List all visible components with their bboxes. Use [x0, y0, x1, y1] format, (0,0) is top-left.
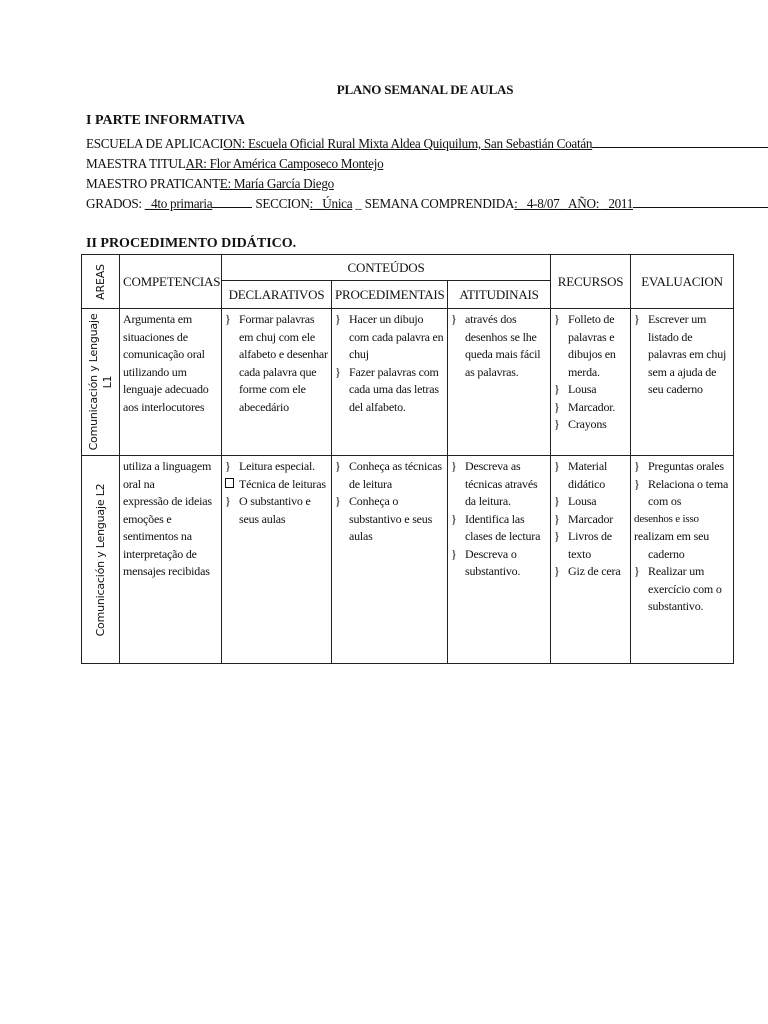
section-procedimento-title: II PROCEDIMENTO DIDÁTICO. [86, 236, 297, 251]
area-label: Comunicación y Lenguaje L1 [86, 313, 114, 451]
list-item: } Preguntas orales [634, 458, 730, 476]
atitudinais-header: ATITUDINAIS [448, 281, 551, 309]
list-item: } Material didático [554, 459, 608, 491]
list-item: } Formar palavras em chuj com ele alfabeto e desenhar cada palavra que forme com ele abecedário [225, 312, 328, 414]
curly-brace-bullet-icon: } [335, 459, 341, 473]
list-item: } Lousa [554, 493, 627, 511]
competencia-cell: Argumenta em situaciones de comunicação oral utilizando um lenguaje adecuado aos interlocutores [120, 309, 222, 456]
grados-line [86, 196, 768, 212]
curly-brace-bullet-icon: } [451, 312, 457, 326]
escuela-rule [592, 147, 768, 148]
list-item: } Leitura especial. [225, 458, 328, 476]
maestro-value: E: María García Diego [219, 176, 334, 191]
escuela-line [86, 136, 768, 152]
maestra-label: MAESTRA TITUL [86, 156, 186, 171]
curly-brace-bullet-icon: } [554, 399, 560, 414]
list-item: } Escrever um listado de palavras em chuj sem a ajuda de seu caderno [634, 312, 727, 396]
maestra-value: AR: Flor América Camposeco Montejo [185, 156, 384, 171]
list-item: } Conheça as técnicas de leitura [335, 459, 442, 491]
curly-brace-bullet-icon: } [634, 312, 640, 326]
list-item: } Identifica las clases de lectura [451, 511, 541, 543]
semana-rule [633, 207, 768, 208]
list-item: } Marcador. [554, 399, 627, 417]
curly-brace-bullet-icon: } [335, 494, 341, 508]
curly-brace-bullet-icon: } [554, 529, 560, 543]
grados-value: _4to primaria [144, 196, 213, 211]
declarativos-header: DECLARATIVOS [222, 281, 332, 309]
list-item: } O substantivo e seus aulas [225, 494, 311, 526]
declarativos-cell [222, 309, 332, 456]
competencias-header: COMPETENCIAS [120, 255, 222, 309]
list-item: } Marcador [554, 511, 627, 529]
seccion-label: SECCION [255, 196, 310, 211]
maestra-line [86, 156, 383, 172]
evaluacion-cell [631, 456, 734, 664]
competencia-cell: utiliza a linguagem oral na expressão de ideias emoções e sentimentos na interpretação de mensajes recibidas [120, 456, 222, 664]
areas-header [82, 255, 120, 309]
list-item: } através dos desenhos se lhe queda mais fácil as palavras. [451, 312, 541, 379]
list-item: } Realizar um exercício com o substantivo. [634, 564, 722, 613]
list-item: } Fazer palavras com cada uma das letras del alfabeto. [335, 364, 439, 414]
table-row [82, 309, 734, 456]
curly-brace-bullet-icon: } [451, 459, 457, 473]
declarativos-cell [222, 456, 332, 664]
semana-value: : _4-8/07_ AÑO: _2011 [514, 196, 634, 211]
curly-brace-bullet-icon: } [554, 459, 560, 473]
list-item: } Giz de cera [554, 563, 627, 581]
list-item: Técnica de leituras [225, 476, 328, 494]
grados-label: GRADOS: [86, 196, 145, 211]
procedimentais-cell [332, 309, 448, 456]
curly-brace-bullet-icon: } [451, 546, 457, 561]
curly-brace-bullet-icon: } [451, 511, 457, 526]
curly-brace-bullet-icon: } [554, 382, 560, 396]
recursos-cell [551, 456, 631, 664]
curly-brace-bullet-icon: } [554, 564, 560, 578]
curly-brace-bullet-icon: } [554, 494, 560, 508]
curly-brace-bullet-icon: } [225, 312, 231, 326]
page-title: PLANO SEMANAL DE AULAS [336, 82, 514, 97]
maestro-label: MAESTRO PRATICANT [86, 176, 220, 191]
area-cell [82, 309, 120, 456]
list-item: } Folleto de palavras e dibujos en merda. [554, 312, 616, 379]
procedimentais-cell [332, 456, 448, 664]
seccion-value: : _Única [309, 196, 353, 211]
list-item: } Conheça o substantivo e seus aulas [335, 494, 433, 543]
evaluacion-header: EVALUACION [631, 255, 734, 309]
semana-label: _ SEMANA COMPRENDIDA [355, 196, 515, 211]
curly-brace-bullet-icon: } [225, 459, 231, 473]
area-label: Comunicación y Lenguaje L2 [93, 483, 107, 636]
atitudinais-cell [448, 309, 551, 456]
atitudinais-cell [448, 456, 551, 664]
list-item: } Lousa [554, 381, 627, 399]
escuela-value: ON: Escuela Oficial Rural Mixta Aldea Quiquilum, San Sebastián Coatán [223, 136, 593, 151]
curly-brace-bullet-icon: } [554, 312, 560, 326]
curly-brace-bullet-icon: } [335, 364, 341, 379]
list-item: } Hacer un dibujo com cada palavra en chuj [335, 312, 444, 361]
evaluacion-cell [631, 309, 734, 456]
recursos-header: RECURSOS [551, 255, 631, 309]
curly-brace-bullet-icon: } [225, 494, 231, 508]
list-item: } Livros de texto [554, 529, 612, 561]
curly-brace-bullet-icon: } [634, 564, 640, 578]
conteudos-header: CONTEÚDOS [222, 255, 551, 281]
table-row [82, 456, 734, 664]
curly-brace-bullet-icon: } [634, 476, 640, 491]
recursos-cell [551, 309, 631, 456]
curly-brace-bullet-icon: } [335, 312, 341, 326]
list-item: } Descreva as técnicas através da leitura. [451, 459, 538, 508]
areas-header-label: AREAS [93, 263, 107, 300]
curly-brace-bullet-icon: } [554, 511, 560, 526]
escuela-label: ESCUELA DE APLICACI [86, 136, 224, 151]
curly-brace-bullet-icon: } [634, 459, 640, 473]
curly-brace-bullet-icon: } [554, 417, 560, 431]
empty-box-bullet-icon [225, 476, 239, 494]
maestro-line [86, 176, 334, 192]
area-cell [82, 456, 120, 664]
section-informativa-title: I PARTE INFORMATIVA [86, 113, 245, 128]
list-item: } Descreva o substantivo. [451, 546, 521, 578]
procedimentais-header: PROCEDIMENTAIS [332, 281, 448, 309]
grados-rule [212, 207, 252, 208]
list-item: } Crayons [554, 416, 627, 434]
plan-table [81, 254, 734, 664]
list-item: } Relaciona o tema com os desenhos e isso realizam em seu caderno [634, 476, 729, 561]
